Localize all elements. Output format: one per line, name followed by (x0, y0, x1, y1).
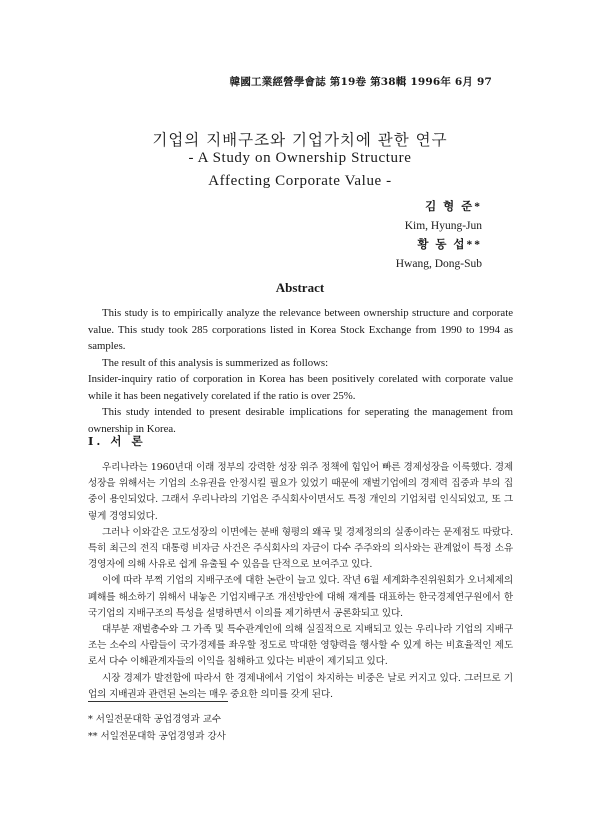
abstract-body (88, 305, 513, 437)
abstract-paragraph: This study intended to present desirable implications for seperating the management from ownership in Korea. (88, 406, 513, 435)
body-paragraph: 시장 경제가 발전함에 따라서 한 경제내에서 기업이 차지하는 비중은 날로 커지고 있다. 그러므로 기업의 지배권과 관련된 논의는 매우 중요한 의미를 갖게 된다. (88, 672, 513, 700)
abstract-paragraph: Insider-inquiry ratio of corporation in Korea has been positively corelated with corporate value while it has been negatively corelated if the ratio is over 25%. (88, 373, 513, 402)
author-1-korean: 김 형 준* (425, 201, 482, 213)
body-paragraph: 이에 따라 부쩍 기업의 지배구조에 대한 논란이 늘고 있다. 작년 6월 세계화추진위원회가 오너체제의 폐해를 해소하기 위해서 내놓은 기업지배구조 개선방안에 대해 재계를 대표하는 한국경제연구원에서 한국기업의 지배구조의 특성을 설명하면서 이의를 제기하면서 공론화되고 있다. (88, 575, 513, 619)
body-paragraph: 그러나 이와같은 고도성장의 이면에는 분배 형평의 왜곡 및 경제정의의 실종이라는 문제점도 따랐다. 특히 최근의 전직 대통령 비자금 사건은 주식회사의 자금이 다수 주주와의 의사와는 관계없이 특정 소유경영자에 의해 사유로 쉽게 유출될 수 있음을 단적으로 보여주고 있다. (88, 526, 513, 571)
footnote-divider (88, 701, 228, 702)
title-english-line1: - A Study on Ownership Structure (188, 150, 412, 166)
author-2-english: Hwang, Dong-Sub (395, 258, 482, 270)
abstract-paragraph: The result of this analysis is summerized as follows: (102, 356, 329, 369)
title-english-line2: Affecting Corporate Value - (208, 173, 392, 189)
section-heading: Ⅰ. 서 론 (88, 434, 146, 448)
footnote-1: * 서일전문대학 공업경영과 교수 (88, 714, 222, 725)
abstract-paragraph: This study is to empirically analyze the relevance between ownership structure and corporate value. This study took 285 corporations listed in Korea Stock Exchange from 1990 to 1994 as samples. (88, 307, 513, 352)
author-2-korean: 황 동 섭** (417, 239, 482, 251)
journal-header: 韓國工業經營學會誌 第19卷 第38輯 1996年 6月 97 (229, 76, 492, 88)
title-korean: 기업의 지배구조와 기업가치에 관한 연구 (152, 131, 448, 149)
section-body (88, 460, 513, 703)
author-block (396, 198, 482, 274)
body-paragraph: 대부분 재벌총수와 그 가족 및 특수관계인에 의해 실질적으로 지배되고 있는 우리나라 기업의 지배구조는 소수의 사람들이 국가경제를 좌우할 정도로 막대한 영향력을 행사할 수 있게 하는 비효율적인 제도로서 다수 이해관계자들의 이익을 침해하고 있다는 비판이 제기되고 있다. (88, 624, 513, 668)
body-paragraph: 우리나라는 1960년대 이래 정부의 강력한 성장 위주 정책에 힘입어 빠른 경제성장을 이룩했다. 경제성장을 위해서는 기업의 소유권을 안정시킬 필요가 있었기 때문에 재벌기업에의 경제력 집중과 부의 집중이 용인되었다. 그래서 우리나라의 기업은 주식회사이면서도 특정 개인의 기업처럼 인식되었고, 또 그렇게 경영되었다. (88, 462, 513, 522)
author-1-english: Kim, Hyung-Jun (404, 220, 482, 232)
abstract-heading: Abstract (275, 280, 325, 295)
footnote-2: ** 서일전문대학 공업경영과 강사 (88, 731, 226, 742)
footnotes (88, 711, 226, 745)
